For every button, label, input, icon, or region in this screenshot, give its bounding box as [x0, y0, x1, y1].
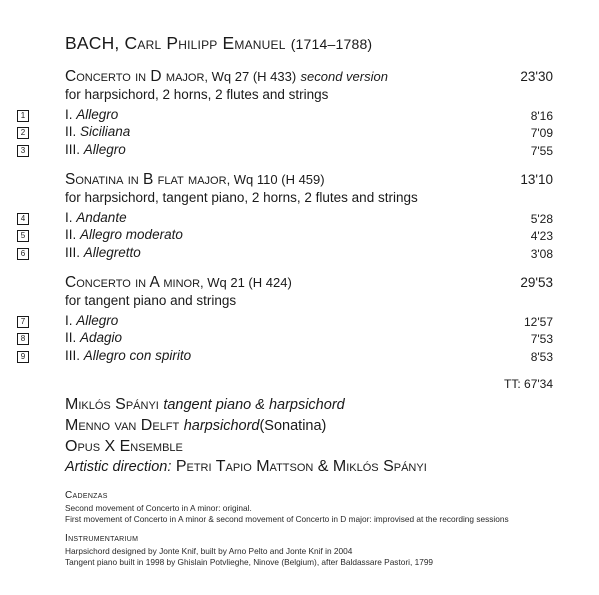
track-title: III. Allegretto: [65, 245, 141, 260]
track-number-box: 6: [17, 248, 29, 260]
performer-name: Menno van Delft: [65, 417, 180, 434]
track-title: II. Siciliana: [65, 124, 131, 139]
work-version: second version: [300, 69, 388, 84]
track-duration: 8'16: [530, 109, 553, 123]
track-number-box: 5: [17, 230, 29, 242]
track-title: III. Allegro: [65, 142, 126, 157]
work-duration: 29'53: [520, 275, 553, 290]
track-duration: 5'28: [530, 212, 553, 226]
track-number-box: 4: [17, 213, 29, 225]
work-scoring: for harpsichord, tangent piano, 2 horns, 2 flutes and strings: [65, 190, 418, 205]
track-duration: 12'57: [524, 315, 553, 329]
total-time: TT: 67'34: [504, 377, 553, 391]
track-duration: 3'08: [530, 247, 553, 261]
track-number-box: 3: [17, 145, 29, 157]
work-title: Concerto in A minor, Wq 21 (H 424): [65, 274, 292, 291]
track-duration: 7'09: [530, 126, 553, 140]
direction-names: Petri Tapio Mattson & Miklós Spányi: [175, 458, 427, 475]
track-duration: 4'23: [530, 229, 553, 243]
track-duration: 8'53: [530, 350, 553, 364]
track-title: I. Andante: [65, 210, 127, 225]
direction-label: Artistic direction:: [65, 459, 172, 475]
track-title: III. Allegro con spirito: [65, 348, 192, 363]
performer-role: harpsichord: [183, 418, 260, 434]
artistic-direction: [65, 458, 427, 476]
track-title: II. Adagio: [65, 330, 123, 345]
work-title: Concerto in D major, Wq 27 (H 433) second version: [65, 68, 388, 85]
ensemble-name: Opus X Ensemble: [65, 438, 183, 455]
track-number-box: 1: [17, 110, 29, 122]
work-duration: 23'30: [520, 69, 553, 84]
instrumentarium-heading: Instrumentarium: [65, 533, 139, 544]
performer-note: (Sonatina): [259, 418, 327, 434]
track-number-box: 2: [17, 127, 29, 139]
instrumentarium-line: Harpsichord designed by Jonte Knif, built by Arno Pelto and Jonte Knif in 2004: [65, 546, 353, 556]
cadenzas-heading: Cadenzas: [65, 490, 108, 501]
performer-role: tangent piano & harpsichord: [163, 397, 345, 413]
track-title: I. Allegro: [65, 313, 119, 328]
performer-name: Miklós Spányi: [65, 396, 159, 413]
work-duration: 13'10: [520, 172, 553, 187]
track-duration: 7'55: [530, 144, 553, 158]
cadenzas-line: Second movement of Concerto in A minor: original.: [65, 503, 252, 513]
performer-line: [65, 417, 326, 435]
work-scoring: for harpsichord, 2 horns, 2 flutes and strings: [65, 87, 329, 102]
track-number-box: 7: [17, 316, 29, 328]
composer-heading: [65, 33, 372, 54]
instrumentarium-line: Tangent piano built in 1998 by Ghislain Potvlieghe, Ninove (Belgium), after Baldassare Pastori, 1799: [65, 557, 434, 567]
track-title: I. Allegro: [65, 107, 119, 122]
composer-name: BACH, Carl Philipp Emanuel: [65, 33, 286, 53]
cadenzas-line: First movement of Concerto in A minor & second movement of Concerto in D major: improvised at the recording sessions: [65, 514, 509, 524]
composer-dates: (1714–1788): [290, 36, 373, 52]
work-scoring: for tangent piano and strings: [65, 293, 237, 308]
track-number-box: 8: [17, 333, 29, 345]
track-title: II. Allegro moderato: [65, 227, 183, 242]
performer-line: [65, 396, 345, 414]
track-number-box: 9: [17, 351, 29, 363]
track-duration: 7'53: [530, 332, 553, 346]
work-title: Sonatina in B flat major, Wq 110 (H 459): [65, 171, 325, 188]
